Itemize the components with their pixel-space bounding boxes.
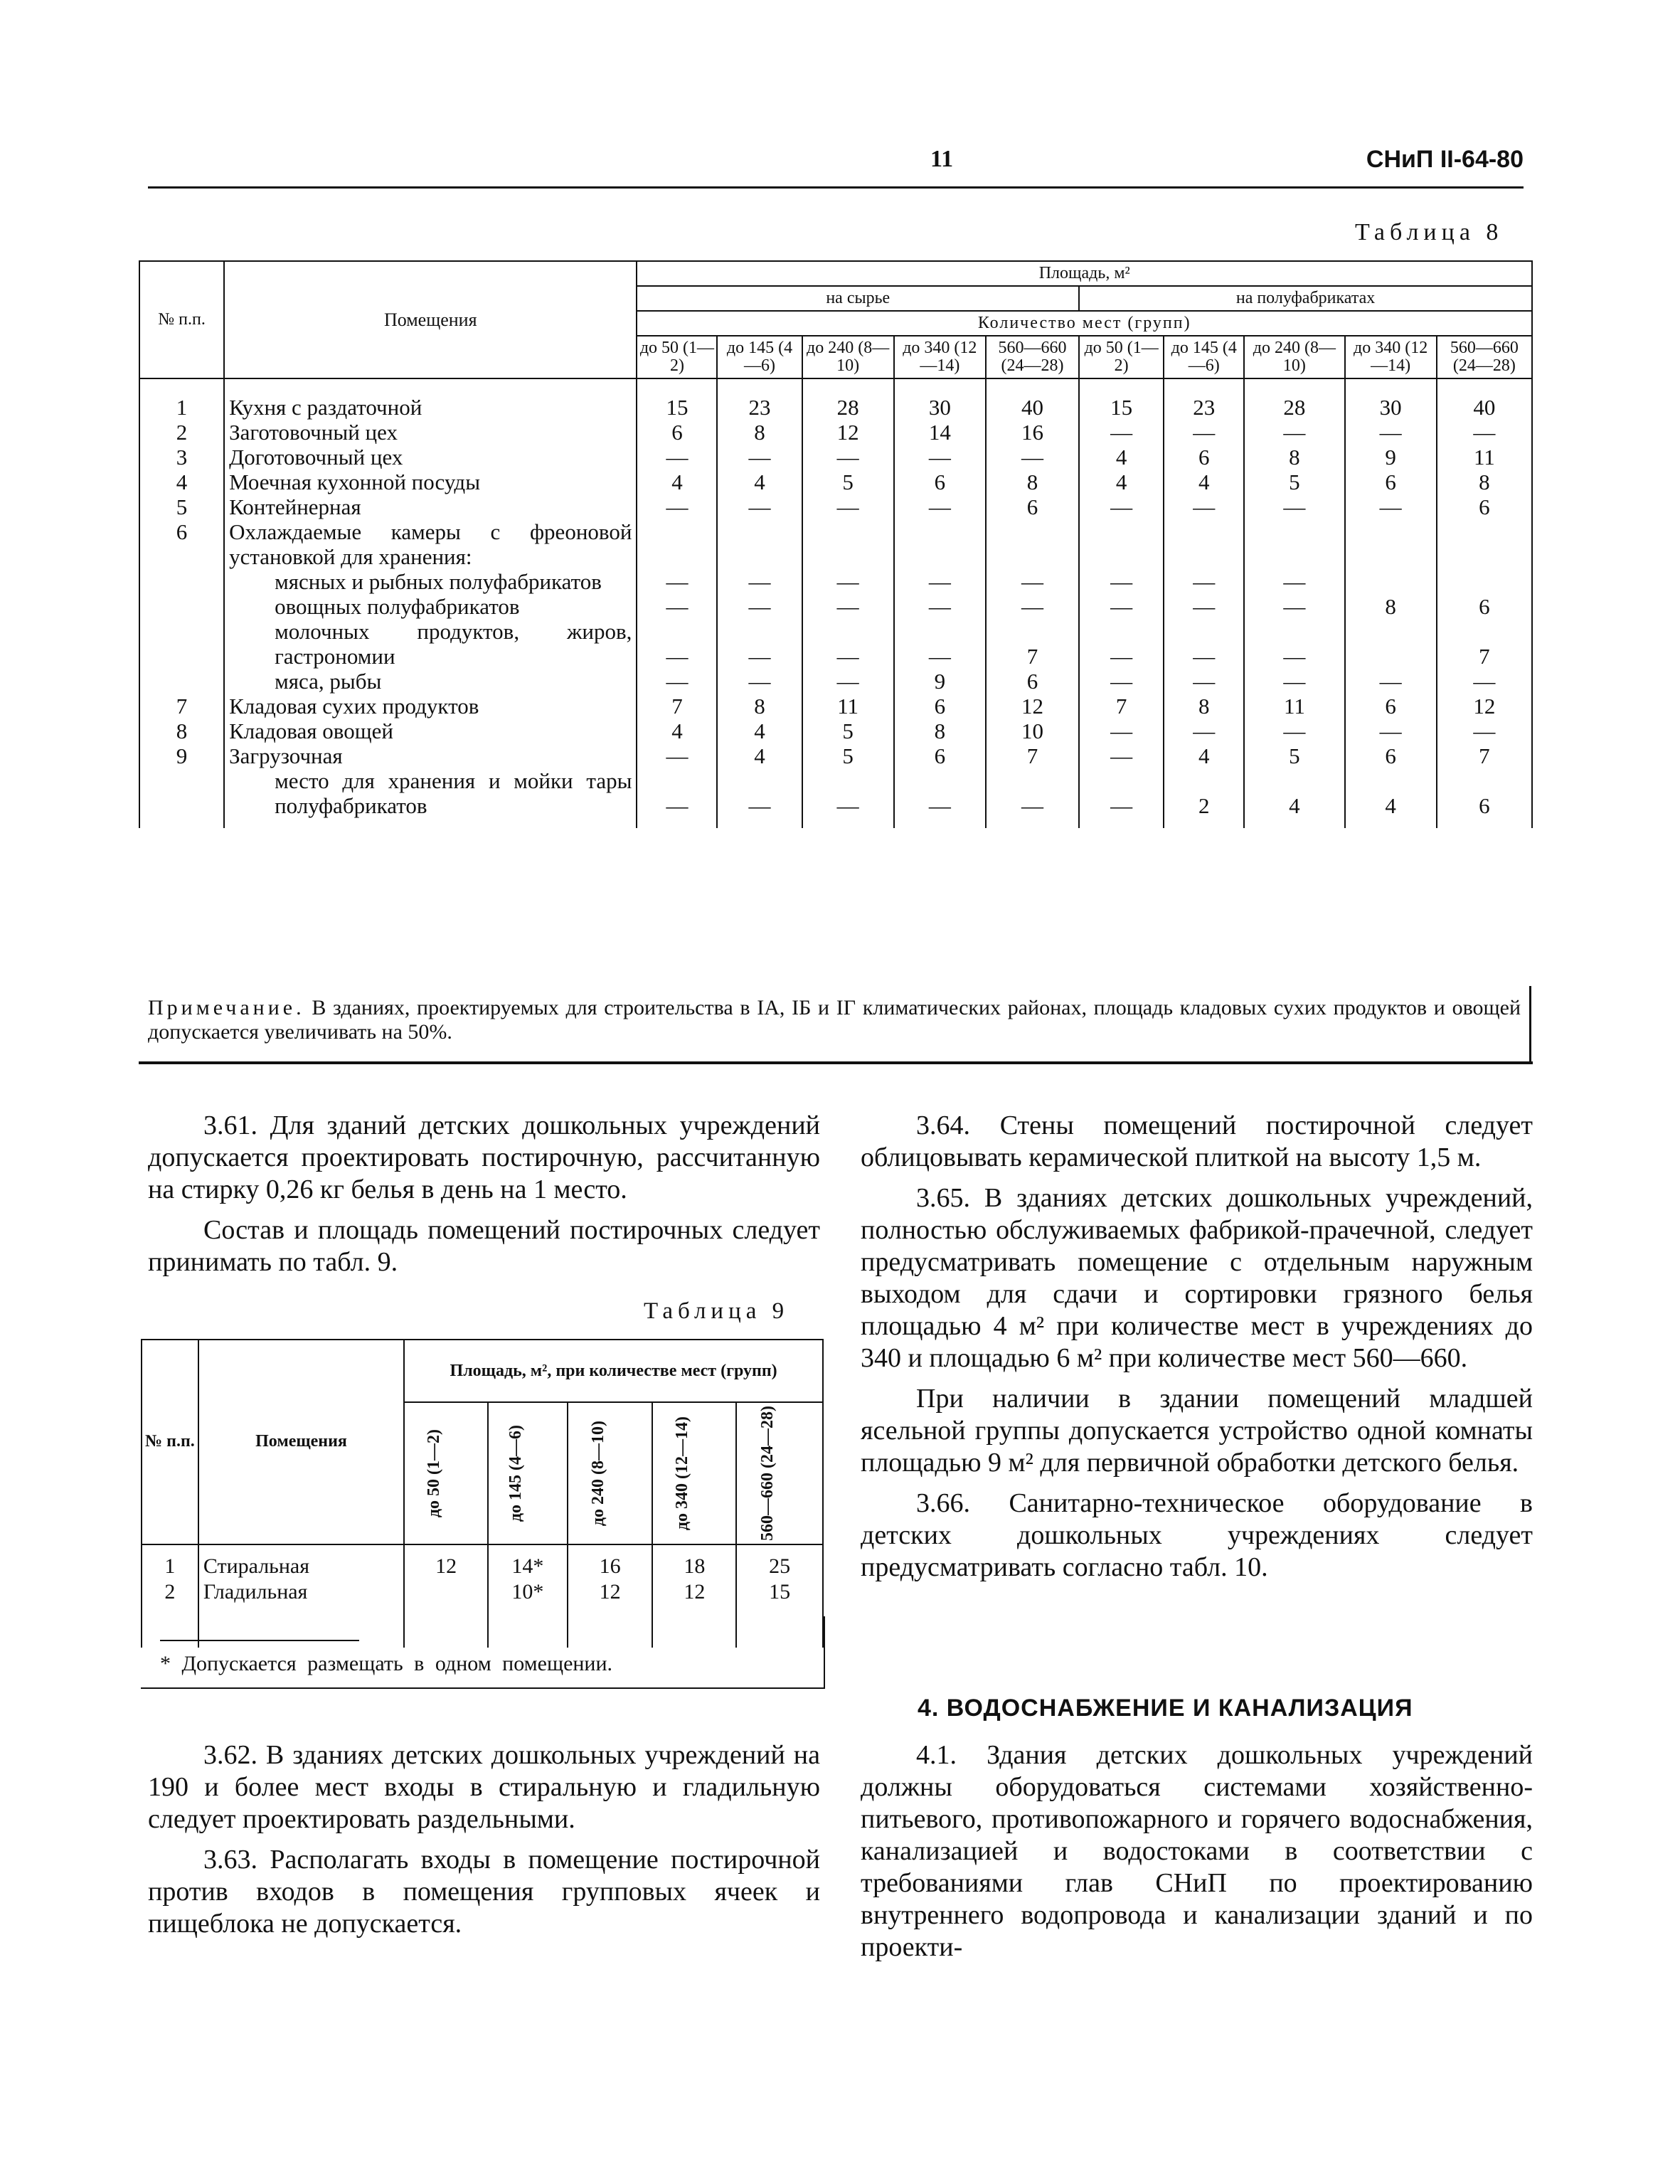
cell-value: 18 [652, 1544, 736, 1579]
cell-value: — [1164, 420, 1244, 445]
cell-value: 15 [637, 378, 717, 420]
cell-value: 10 [986, 719, 1079, 743]
cell-value: — [1164, 594, 1244, 619]
table9 [141, 1339, 824, 1648]
row-number [139, 669, 224, 694]
cell-value: — [986, 594, 1079, 619]
cell-value: — [717, 445, 802, 470]
cell-value: — [1164, 494, 1244, 519]
cell-value: 5 [802, 719, 894, 743]
table-row [139, 719, 1532, 743]
cell-value: 5 [1244, 470, 1344, 494]
table8-bottom-rule [139, 1061, 1533, 1064]
table9-col-header [488, 1402, 568, 1544]
cell-value: 6 [1437, 594, 1532, 619]
table9-footnote: * Допускается размещать в одном помещении. [160, 1652, 613, 1675]
row-number: 1 [142, 1544, 198, 1579]
paragraph-3-61b: Состав и площадь помещений постирочных следует принимать по табл. 9. [148, 1215, 820, 1277]
cell-value: — [717, 619, 802, 669]
cell-value: — [802, 445, 894, 470]
header-rule [148, 186, 1524, 189]
row-number [139, 619, 224, 669]
paragraph-3-64: 3.64. Стены помещений постирочной следует облицовывать керамической плиткой на высоту 1,5 м. [861, 1110, 1533, 1172]
cell-value: — [894, 445, 986, 470]
cell-value: 5 [1244, 743, 1344, 768]
cell-value [637, 519, 717, 569]
table-row [139, 768, 1532, 828]
cell-value [802, 519, 894, 569]
table8-header-semi: на полуфабрикатах [1079, 286, 1532, 311]
cell-value: — [1164, 569, 1244, 594]
cell-value: 7 [1079, 694, 1164, 719]
paragraph-3-65b: При наличии в здании помещений младшей ясельной группы допускается устройство одной комнаты площадью 9 м² для первичной обработки детского белья. [861, 1384, 1533, 1478]
table8-col-header: до 145 (4—6) [717, 336, 802, 378]
cell-value: — [1079, 719, 1164, 743]
cell-value: 6 [894, 694, 986, 719]
cell-value: 7 [1437, 743, 1532, 768]
cell-value: — [1244, 619, 1344, 669]
table8-note [148, 996, 1521, 1044]
paragraph-4-1: 4.1. Здания детских дошкольных учреждений должны оборудоваться системами хозяйственно-питьевого, противопожарного и горячего водоснабжения, канализацией и водостоками в соответствии с требованиями глав СНиП по проектированию внутреннего водопровода и канализации зданий и по проекти- [861, 1740, 1533, 1962]
cell-value: 8 [717, 420, 802, 445]
table8-col-header: до 240 (8—10) [802, 336, 894, 378]
cell-value [986, 519, 1079, 569]
cell-value: — [802, 619, 894, 669]
cell-value: — [637, 494, 717, 519]
row-name: Гладильная [198, 1579, 404, 1648]
cell-value: — [1244, 669, 1344, 694]
cell-value: — [717, 768, 802, 828]
cell-value: — [1244, 594, 1344, 619]
cell-value: 5 [802, 470, 894, 494]
cell-value: — [637, 743, 717, 768]
table9-col-header [736, 1402, 823, 1544]
cell-value [894, 519, 986, 569]
cell-value: 12 [1437, 694, 1532, 719]
table8-col-header: до 340 (12—14) [894, 336, 986, 378]
right-column-bottom [861, 1739, 1533, 1963]
table-row [139, 694, 1532, 719]
cell-value: 25 [736, 1544, 823, 1579]
table8-header-area: Площадь, м² [637, 261, 1532, 286]
table8-col-header: до 340 (12—14) [1345, 336, 1437, 378]
table-row [139, 420, 1532, 445]
row-number: 5 [139, 494, 224, 519]
cell-value: 7 [637, 694, 717, 719]
cell-value: 4 [1079, 470, 1164, 494]
cell-value: — [1164, 619, 1244, 669]
note-label: Примечание. [148, 996, 305, 1019]
cell-value: 28 [1244, 378, 1344, 420]
cell-value: — [1244, 569, 1344, 594]
page-number: 11 [930, 146, 954, 172]
table-row [139, 470, 1532, 494]
row-number: 7 [139, 694, 224, 719]
table-row [139, 494, 1532, 519]
table8-col-header: до 50 (1—2) [637, 336, 717, 378]
cell-value: 4 [1164, 743, 1244, 768]
cell-value: — [1345, 669, 1437, 694]
cell-value: 5 [802, 743, 894, 768]
row-number: 1 [139, 378, 224, 420]
doc-code: СНиП II-64-80 [1366, 146, 1524, 173]
cell-value: — [894, 569, 986, 594]
cell-value: 6 [1345, 743, 1437, 768]
table-row [139, 519, 1532, 569]
cell-value: — [894, 494, 986, 519]
table8-header-no: № п.п. [139, 261, 224, 378]
cell-value: 4 [717, 470, 802, 494]
cell-value: — [637, 768, 717, 828]
row-name: Стиральная [198, 1544, 404, 1579]
cell-value [717, 519, 802, 569]
cell-value: 4 [1164, 470, 1244, 494]
cell-value: 4 [717, 743, 802, 768]
row-name: Доготовочный цех [224, 445, 637, 470]
table9-col-label: до 240 (8—10) [588, 1420, 607, 1527]
cell-value: — [637, 569, 717, 594]
table-row [139, 743, 1532, 768]
cell-value: 11 [1244, 694, 1344, 719]
row-number [139, 768, 224, 828]
cell-value: 6 [1345, 694, 1437, 719]
cell-value: 14 [894, 420, 986, 445]
cell-value: — [1345, 420, 1437, 445]
cell-value: — [637, 669, 717, 694]
note-text: В зданиях, проектируемых для строительства в IA, IБ и IГ климатических районах, площадь кладовых сухих продуктов и овощей допускается увеличивать на 50%. [148, 996, 1521, 1044]
cell-value: — [717, 569, 802, 594]
table-row [139, 594, 1532, 619]
cell-value: — [1079, 494, 1164, 519]
table8-caption: Таблица 8 [1355, 219, 1504, 245]
cell-value [1437, 519, 1532, 569]
table8-col-header: 560—660 (24—28) [986, 336, 1079, 378]
cell-value [1345, 519, 1437, 569]
cell-value: — [1345, 719, 1437, 743]
cell-value: — [717, 669, 802, 694]
cell-value: 6 [986, 669, 1079, 694]
cell-value: — [717, 494, 802, 519]
cell-value [1345, 569, 1437, 594]
cell-value: 2 [1164, 768, 1244, 828]
cell-value: 9 [1345, 445, 1437, 470]
cell-value: 28 [802, 378, 894, 420]
cell-value: 7 [986, 743, 1079, 768]
cell-value: 12 [568, 1579, 653, 1648]
cell-value: — [1437, 420, 1532, 445]
cell-value: 8 [1345, 594, 1437, 619]
cell-value: — [986, 445, 1079, 470]
cell-value: — [1437, 669, 1532, 694]
cell-value: — [802, 594, 894, 619]
cell-value: 4 [717, 719, 802, 743]
footnote-rule [160, 1640, 359, 1641]
cell-value: 6 [1164, 445, 1244, 470]
cell-value: — [1345, 494, 1437, 519]
cell-value: 4 [637, 470, 717, 494]
table-row [139, 378, 1532, 420]
row-name: Охлаждаемые камеры с фреоновой установкой для хранения: [224, 519, 637, 569]
row-name: место для хранения и мойки тары полуфабрикатов [224, 768, 637, 828]
table8 [139, 260, 1533, 828]
row-name: молочных продуктов, жиров, гастрономии [224, 619, 637, 669]
table8-header-rooms: Помещения [224, 261, 637, 378]
cell-value: 14* [488, 1544, 568, 1579]
cell-value: 8 [1437, 470, 1532, 494]
cell-value: 12 [652, 1579, 736, 1648]
row-number: 4 [139, 470, 224, 494]
table9-col-label: до 145 (4—6) [506, 1424, 525, 1522]
row-number: 2 [142, 1579, 198, 1648]
cell-value: — [1079, 619, 1164, 669]
table9-col-header [652, 1402, 736, 1544]
row-name: Загрузочная [224, 743, 637, 768]
row-name: Кладовая овощей [224, 719, 637, 743]
left-column-top [148, 1110, 820, 1278]
cell-value [1437, 569, 1532, 594]
cell-value: — [1244, 719, 1344, 743]
left-column-bottom [148, 1739, 820, 1940]
cell-value: — [986, 569, 1079, 594]
cell-value: 6 [637, 420, 717, 445]
table8-body [139, 378, 1532, 828]
row-name: Кладовая сухих продуктов [224, 694, 637, 719]
cell-value: 15 [1079, 378, 1164, 420]
cell-value: 40 [1437, 378, 1532, 420]
table9-col-header [568, 1402, 653, 1544]
cell-value: 9 [894, 669, 986, 694]
table9-header-no: № п.п. [142, 1340, 198, 1544]
table8-header-places: Количество мест (групп) [637, 311, 1532, 336]
cell-value: — [894, 768, 986, 828]
paragraph-3-65: 3.65. В зданиях детских дошкольных учреждений, полностью обслуживаемых фабрикой-прачечной, следует предусматривать помещение с отдельным наружным выходом для сдачи и сортировки грязного белья площадью 4 м² при количестве мест в учреждениях до 340 и площадью 6 м² при количестве мест 560—660. [861, 1183, 1533, 1373]
cell-value: 6 [894, 470, 986, 494]
table9-caption: Таблица 9 [644, 1298, 790, 1324]
table9-col-label: до 50 (1—2) [425, 1428, 444, 1518]
cell-value: 30 [1345, 378, 1437, 420]
row-number: 2 [139, 420, 224, 445]
table9-col-header [404, 1402, 488, 1544]
row-number: 8 [139, 719, 224, 743]
cell-value: 11 [1437, 445, 1532, 470]
cell-value: — [894, 619, 986, 669]
cell-value: — [802, 768, 894, 828]
table8-right-rule [1529, 986, 1531, 1064]
row-name: мяса, рыбы [224, 669, 637, 694]
row-number [139, 594, 224, 619]
row-name: Моечная кухонной посуды [224, 470, 637, 494]
row-name: овощных полуфабрикатов [224, 594, 637, 619]
section-heading: 4. ВОДОСНАБЖЕНИЕ И КАНАЛИЗАЦИЯ [918, 1695, 1413, 1722]
cell-value: 16 [986, 420, 1079, 445]
cell-value: 15 [736, 1579, 823, 1648]
row-name: мясных и рыбных полуфабрикатов [224, 569, 637, 594]
cell-value: — [1244, 420, 1344, 445]
right-column-top [861, 1110, 1533, 1584]
table-row [139, 569, 1532, 594]
cell-value: 6 [1437, 494, 1532, 519]
cell-value: 12 [986, 694, 1079, 719]
table9-col-label: 560—660 (24—28) [758, 1406, 777, 1541]
cell-value: 8 [986, 470, 1079, 494]
cell-value: 12 [802, 420, 894, 445]
row-number: 6 [139, 519, 224, 569]
cell-value: — [802, 494, 894, 519]
cell-value: — [717, 594, 802, 619]
cell-value: — [802, 669, 894, 694]
cell-value: — [637, 619, 717, 669]
paragraph-3-63: 3.63. Располагать входы в помещение постирочной против входов в помещения групповых ячеек и пищеблока не допускается. [148, 1845, 820, 1939]
cell-value: 16 [568, 1544, 653, 1579]
cell-value [1079, 519, 1164, 569]
row-number [139, 569, 224, 594]
cell-value: 8 [894, 719, 986, 743]
cell-value: — [802, 569, 894, 594]
cell-value: 7 [986, 619, 1079, 669]
cell-value [1244, 519, 1344, 569]
cell-value: 4 [1244, 768, 1344, 828]
cell-value: — [1079, 768, 1164, 828]
cell-value: 23 [717, 378, 802, 420]
cell-value: 7 [1437, 619, 1532, 669]
table8-col-header: до 240 (8—10) [1244, 336, 1344, 378]
cell-value: 4 [1079, 445, 1164, 470]
cell-value: — [1164, 719, 1244, 743]
cell-value: 8 [1164, 694, 1244, 719]
cell-value: 4 [637, 719, 717, 743]
table-row [139, 445, 1532, 470]
cell-value: — [637, 445, 717, 470]
cell-value: 11 [802, 694, 894, 719]
table8-col-header: до 50 (1—2) [1079, 336, 1164, 378]
row-name: Кухня с раздаточной [224, 378, 637, 420]
paragraph-3-66: 3.66. Санитарно-техническое оборудование в детских дошкольных учреждениях следует предусматривать согласно табл. 10. [861, 1488, 1533, 1582]
page-header [148, 146, 1524, 181]
row-number: 9 [139, 743, 224, 768]
table9-col-label: до 340 (12—14) [673, 1416, 692, 1531]
cell-value: 8 [717, 694, 802, 719]
cell-value: 4 [1345, 768, 1437, 828]
cell-value: 23 [1164, 378, 1244, 420]
table-row [142, 1544, 823, 1579]
cell-value: — [1164, 669, 1244, 694]
cell-value: — [1437, 719, 1532, 743]
row-name: Заготовочный цех [224, 420, 637, 445]
cell-value: — [894, 594, 986, 619]
table-row [139, 619, 1532, 669]
table9-header-rooms: Помещения [198, 1340, 404, 1544]
cell-value: — [637, 594, 717, 619]
table9-header-area: Площадь, м², при количестве мест (групп) [404, 1340, 823, 1402]
cell-value: — [986, 768, 1079, 828]
table8-col-header: 560—660 (24—28) [1437, 336, 1532, 378]
cell-value: — [1079, 669, 1164, 694]
cell-value: 6 [894, 743, 986, 768]
cell-value: 6 [1345, 470, 1437, 494]
cell-value: — [1244, 494, 1344, 519]
cell-value: 6 [986, 494, 1079, 519]
cell-value: — [1079, 594, 1164, 619]
cell-value: 6 [1437, 768, 1532, 828]
cell-value: — [1079, 743, 1164, 768]
cell-value: 30 [894, 378, 986, 420]
cell-value [1345, 619, 1437, 669]
paragraph-3-61: 3.61. Для зданий детских дошкольных учреждений допускается проектировать постирочную, рассчитанную на стирку 0,26 кг белья в день на 1 место. [148, 1110, 820, 1204]
row-number: 3 [139, 445, 224, 470]
table8-header-raw: на сырье [637, 286, 1079, 311]
paragraph-3-62: 3.62. В зданиях детских дошкольных учреждений на 190 и более мест входы в стиральную и гладильную следует проектировать раздельными. [148, 1740, 820, 1834]
cell-value: 10* [488, 1579, 568, 1648]
cell-value: 12 [404, 1544, 488, 1579]
table-row [139, 669, 1532, 694]
cell-value: 8 [1244, 445, 1344, 470]
cell-value [1164, 519, 1244, 569]
table8-col-header: до 145 (4—6) [1164, 336, 1244, 378]
cell-value: — [1079, 569, 1164, 594]
cell-value: 40 [986, 378, 1079, 420]
row-name: Контейнерная [224, 494, 637, 519]
cell-value: — [1079, 420, 1164, 445]
